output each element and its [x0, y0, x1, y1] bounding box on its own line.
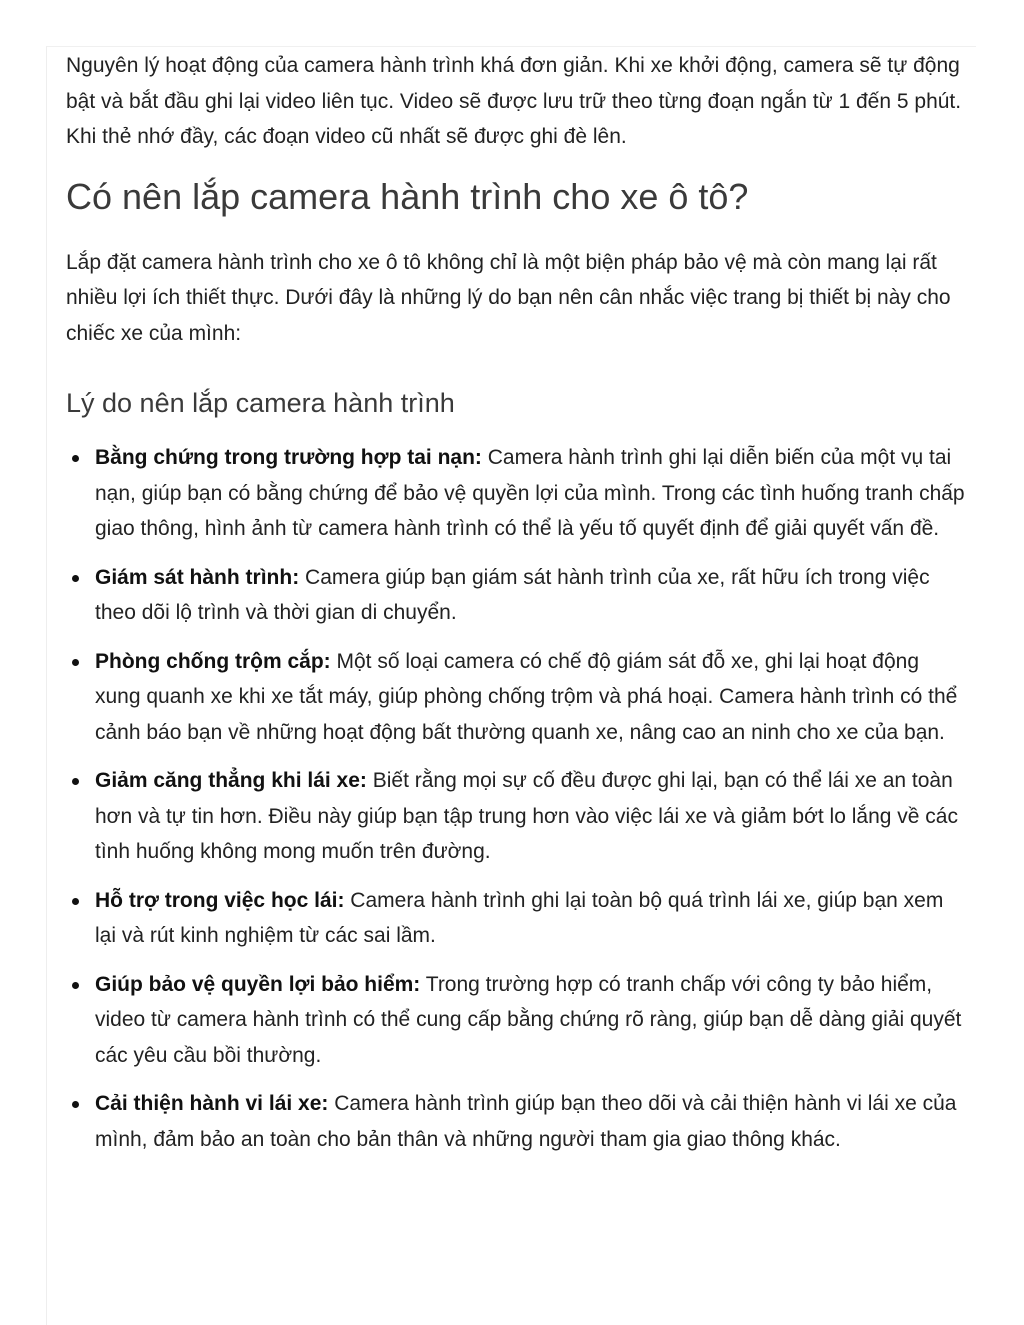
reason-label: Bằng chứng trong trường hợp tai nạn:	[95, 446, 482, 469]
reason-label: Giảm căng thẳng khi lái xe:	[95, 769, 367, 792]
reason-label: Hỗ trợ trong việc học lái:	[95, 888, 345, 912]
list-item	[66, 644, 966, 751]
section-paragraph: Lắp đặt camera hành trình cho xe ô tô không chỉ là một biện pháp bảo vệ mà còn mang lại rất nhiều lợi ích thiết thực. Dưới đây là những lý do bạn nên cân nhắc việc trang bị thiết bị này cho chiếc xe của mình:	[66, 250, 951, 345]
section-title: Có nên lắp camera hành trình cho xe ô tô?	[66, 175, 749, 217]
list-item	[66, 763, 966, 870]
reason-text: Camera giúp bạn giám sát hành trình của xe, rất hữu ích trong việc theo dõi lộ trình và thời gian di chuyển.	[95, 565, 930, 624]
reason-label: Giúp bảo vệ quyền lợi bảo hiểm:	[95, 972, 421, 996]
article-content	[66, 48, 966, 1170]
reason-text: Camera hành trình ghi lại toàn bộ quá trình lái xe, giúp bạn xem lại và rút kinh nghiệm từ các sai lầm.	[95, 888, 944, 947]
subsection-title: Lý do nên lắp camera hành trình	[66, 388, 455, 418]
reason-label: Giám sát hành trình:	[95, 565, 300, 589]
reason-text: Camera hành trình ghi lại diễn biến của một vụ tai nạn, giúp bạn có bằng chứng để bảo vệ quyền lợi của mình. Trong các tình huống tranh chấp giao thông, hình ảnh từ camera hành trình có thể là yếu tố quyết định để giải quyết vấn đề.	[95, 446, 965, 540]
list-item	[66, 560, 966, 631]
reason-text: Biết rằng mọi sự cố đều được ghi lại, bạn có thể lái xe an toàn hơn và tự tin hơn. Điều này giúp bạn tập trung hơn vào việc lái xe và giảm bớt lo lắng về các tình huống không mong muốn trên đường.	[95, 769, 958, 863]
reason-text: Trong trường hợp có tranh chấp với công ty bảo hiểm, video từ camera hành trình có thể cung cấp bằng chứng rõ ràng, giúp bạn dễ dàng giải quyết các yêu cầu bồi thường.	[95, 972, 962, 1067]
list-item	[66, 967, 966, 1074]
reason-text: Một số loại camera có chế độ giám sát đỗ xe, ghi lại hoạt động xung quanh xe khi xe tắt máy, giúp phòng chống trộm và phá hoại. Camera hành trình có thể cảnh báo bạn về những hoạt động bất thường quanh xe, nâng cao an ninh cho xe của bạn.	[95, 649, 958, 744]
reasons-list	[66, 440, 966, 1157]
reason-text: Camera hành trình giúp bạn theo dõi và cải thiện hành vi lái xe của mình, đảm bảo an toàn cho bản thân và những người tham gia giao thông khác.	[95, 1092, 957, 1151]
list-item	[66, 440, 966, 547]
reason-label: Phòng chống trộm cắp:	[95, 649, 331, 673]
reason-label: Cải thiện hành vi lái xe:	[95, 1092, 329, 1115]
intro-paragraph: Nguyên lý hoạt động của camera hành trình khá đơn giản. Khi xe khởi động, camera sẽ tự động bật và bắt đầu ghi lại video liên tục. Video sẽ được lưu trữ theo từng đoạn ngắn từ 1 đến 5 phút. Khi thẻ nhớ đầy, các đoạn video cũ nhất sẽ được ghi đè lên.	[66, 54, 962, 148]
list-item	[66, 883, 966, 954]
list-item	[66, 1086, 966, 1157]
